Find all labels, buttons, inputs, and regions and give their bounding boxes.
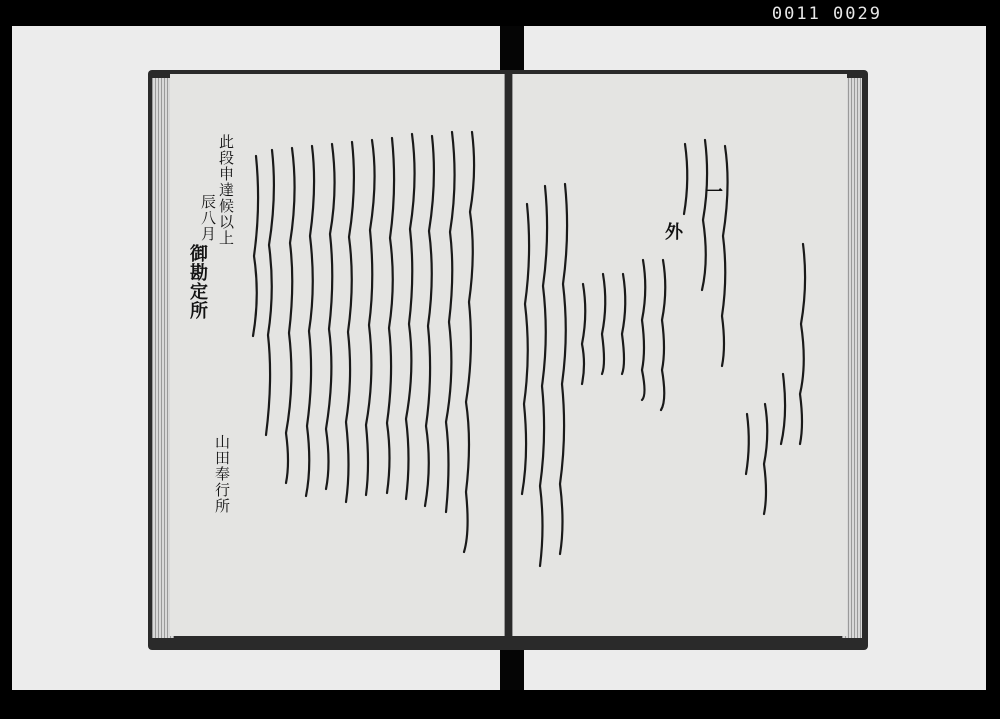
date-line: 辰八月 bbox=[199, 194, 217, 242]
addressee-line: 御勘定所 bbox=[187, 244, 208, 320]
sender-line: 山田奉行所 bbox=[213, 434, 231, 514]
cursive-text-lines-right bbox=[513, 74, 847, 636]
outside-heading: 外 bbox=[662, 222, 683, 241]
left-page bbox=[170, 74, 505, 636]
right-page bbox=[512, 74, 847, 636]
closing-request-line: 此段申達候以上 bbox=[217, 134, 235, 246]
item-marker: 一 bbox=[702, 182, 723, 201]
microfilm-frame-number: 0011 0029 bbox=[771, 4, 882, 24]
